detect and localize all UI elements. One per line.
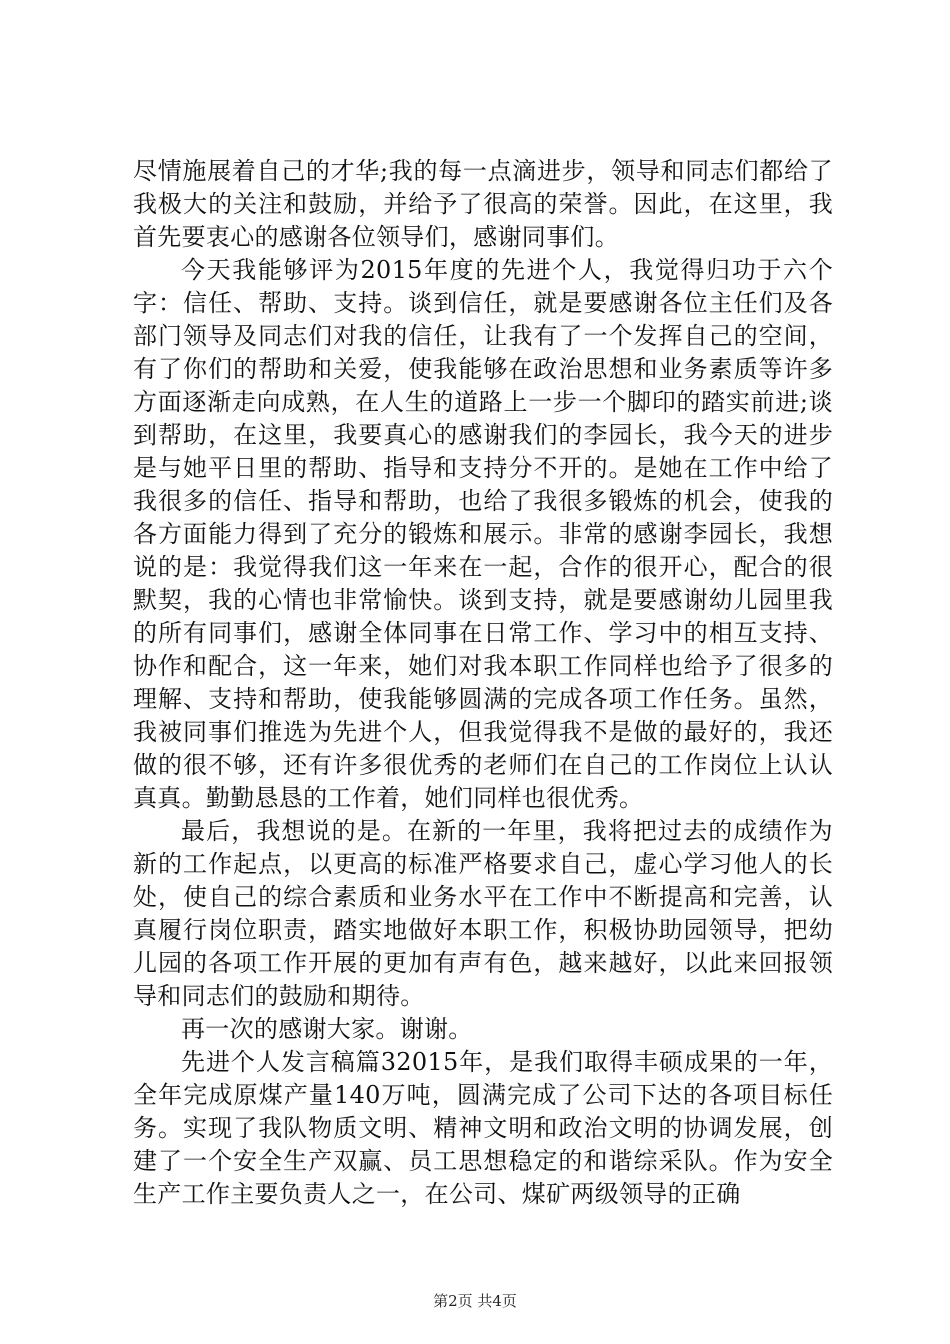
paragraph-4: 再一次的感谢大家。谢谢。 (181, 1015, 473, 1043)
document-body (133, 155, 833, 1211)
paragraph-5: 先进个人发言稿篇32015年，是我们取得丰硕成果的一年，全年完成原煤产量140万吨，圆满完成了公司下达的各项目标任务。实现了我队物质文明、精神文明和政治文明的协调发展，创建了一个安全生产双赢、员工思想稳定的和谐综采队。作为安全生产工作主要负责人之一，在公司、煤矿两级领导的正确 (133, 1048, 833, 1208)
paragraph-2: 今天我能够评为2015年度的先进个人，我觉得归功于六个字：信任、帮助、支持。谈到信任，就是要感谢各位主任们及各部门领导及同志们对我的信任，让我有了一个发挥自己的空间，有了你们的帮助和关爱，使我能够在政治思想和业务素质等许多方面逐渐走向成熟，在人生的道路上一步一个脚印的踏实前进;谈到帮助，在这里，我要真心的感谢我们的李园长，我今天的进步是与她平日里的帮助、指导和支持分不开的。是她在工作中给了我很多的信任、指导和帮助，也给了我很多锻炼的机会，使我的各方面能力得到了充分的锻炼和展示。非常的感谢李园长，我想说的是：我觉得我们这一年来在一起，合作的很开心，配合的很默契，我的心情也非常愉快。谈到支持，就是要感谢幼儿园里我的所有同事们，感谢全体同事在日常工作、学习中的相互支持、协作和配合，这一年来，她们对我本职工作同样也给予了很多的理解、支持和帮助，使我能够圆满的完成各项工作任务。虽然，我被同事们推选为先进个人，但我觉得我不是做的最好的，我还做的很不够，还有许多很优秀的老师们在自己的工作岗位上认认真真。勤勤恳恳的工作着，她们同样也很优秀。 (133, 256, 833, 812)
paragraph-3: 最后，我想说的是。在新的一年里，我将把过去的成绩作为新的工作起点，以更高的标准严格要求自己，虚心学习他人的长处，使自己的综合素质和业务水平在工作中不断提高和完善，认真履行岗位职责，踏实地做好本职工作，积极协助园领导，把幼儿园的各项工作开展的更加有声有色，越来越好，以此来回报领导和同志们的鼓励和期待。 (133, 817, 833, 1010)
paragraph-1: 尽情施展着自己的才华;我的每一点滴进步，领导和同志们都给了我极大的关注和鼓励，并给予了很高的荣誉。因此，在这里，我首先要衷心的感谢各位领导们，感谢同事们。 (133, 157, 833, 251)
page-number-footer: 第2页 共4页 (433, 1292, 517, 1310)
